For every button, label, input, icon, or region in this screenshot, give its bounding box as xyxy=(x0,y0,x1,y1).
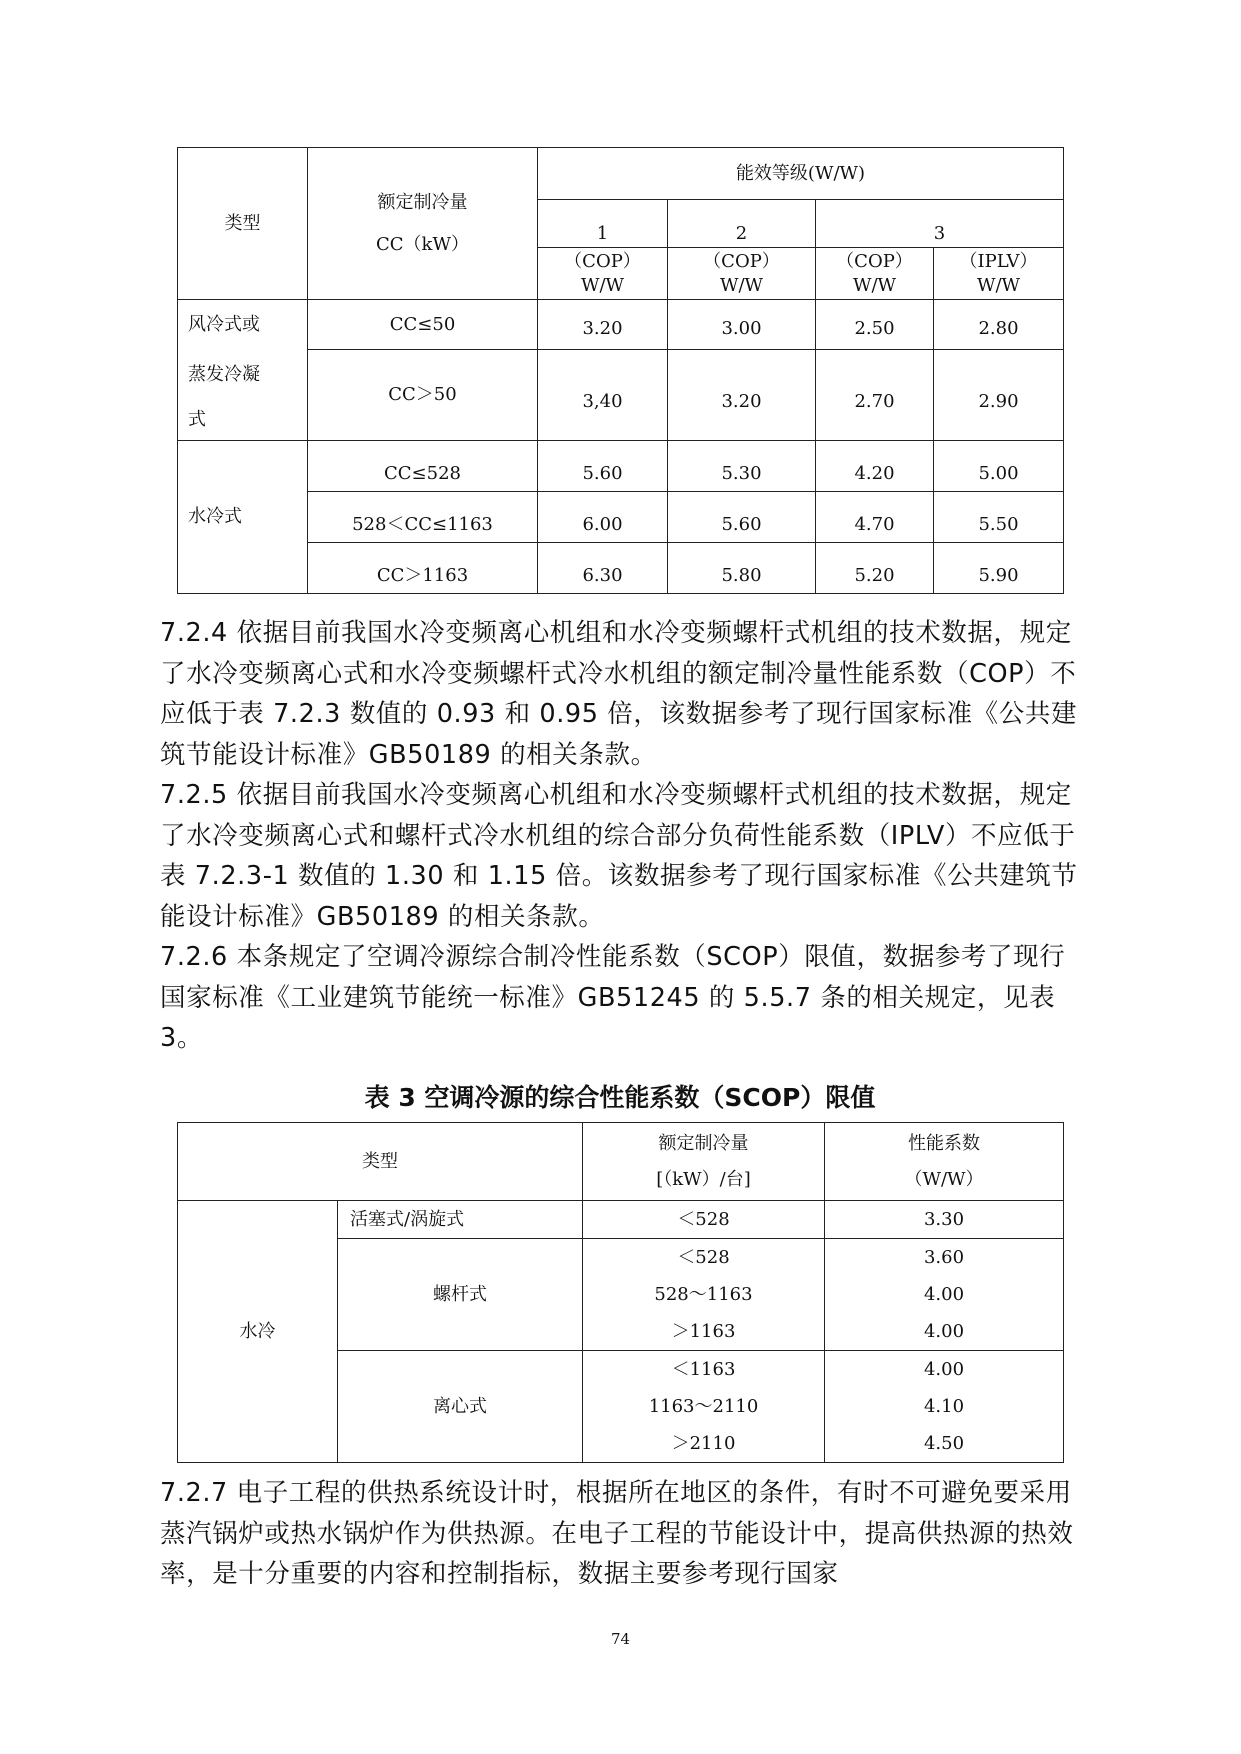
header-coefficient-label: 性能系数 xyxy=(908,1132,980,1154)
value-cell: 5.50 xyxy=(934,492,1064,543)
table-row xyxy=(178,492,1064,543)
header-type: 类型 xyxy=(178,148,308,300)
header-capacity-label: 额定制冷量 xyxy=(377,191,468,213)
iplv-label: （IPLV） xyxy=(959,250,1038,272)
value-cell: 3.20 xyxy=(668,350,816,441)
capacity-cell: ＜528 xyxy=(583,1201,825,1239)
capacity-cell: CC≤50 xyxy=(308,300,538,350)
value-cell: 5.80 xyxy=(668,543,816,594)
type-piston-scroll: 活塞式/涡旋式 xyxy=(338,1201,583,1239)
capacity-range: ＞2110 xyxy=(671,1433,736,1454)
capacity-cell: CC＞50 xyxy=(308,350,538,441)
value-cell: 2.90 xyxy=(934,350,1064,441)
value-cell: 4.20 xyxy=(816,441,934,492)
value-cell: 5.20 xyxy=(816,543,934,594)
table-row xyxy=(178,441,1064,492)
value-cell: 5.60 xyxy=(668,492,816,543)
paragraph-7-2-5: 7.2.5 依据目前我国水冷变频离心机组和水冷变频螺杆式机组的技术数据，规定了水冷变频离心式和螺杆式冷水机组的综合部分负荷性能系数（IPLV）不应低于表 7.2.3-1 数值的 1.30 和 1.15 倍。该数据参考了现行国家标准《公共建筑节能设计标准》GB50189 的相关条款。 xyxy=(160,780,1078,932)
coefficient-value: 4.00 xyxy=(923,1284,965,1305)
header-cop-2 xyxy=(668,248,816,300)
value-cell: 2.70 xyxy=(816,350,934,441)
header-grade-3: 3 xyxy=(816,200,1064,248)
table-row xyxy=(178,300,1064,350)
type-air-cooled xyxy=(178,300,308,441)
cop-label: （COP） xyxy=(836,250,913,272)
type-screw: 螺杆式 xyxy=(338,1239,583,1351)
type-water-cooled: 水冷式 xyxy=(178,441,308,594)
value-cell: 3.30 xyxy=(825,1201,1064,1239)
capacity-range: ＜1163 xyxy=(671,1359,736,1380)
unit-label: W/W xyxy=(852,274,897,296)
header-cop-3 xyxy=(816,248,934,300)
value-cell: 5.30 xyxy=(668,441,816,492)
value-cell: 3.20 xyxy=(538,300,668,350)
header-grade-2: 2 xyxy=(668,200,816,248)
header-capacity xyxy=(583,1123,825,1201)
value-cell: 2.80 xyxy=(934,300,1064,350)
header-coefficient xyxy=(825,1123,1064,1201)
type-line: 式 xyxy=(188,409,206,430)
paragraph-7-2-6: 7.2.6 本条规定了空调冷源综合制冷性能系数（SCOP）限值，数据参考了现行国家标准《工业建筑节能统一标准》GB51245 的 5.5.7 条的相关规定，见表 3。 xyxy=(160,942,1066,1053)
header-capacity-unit: [（kW）/台] xyxy=(656,1168,751,1190)
table-row xyxy=(178,350,1064,441)
cop-label: （COP） xyxy=(564,250,641,272)
paragraph-7-2-7: 7.2.7 电子工程的供热系统设计时，根据所在地区的条件，有时不可避免要采用蒸汽锅炉或热水锅炉作为供热源。在电子工程的节能设计中，提高供热源的热效率，是十分重要的内容和控制指标，数据主要参考现行国家 xyxy=(160,1478,1074,1589)
capacity-cell: 528＜CC≤1163 xyxy=(308,492,538,543)
page-number: 74 xyxy=(610,1630,631,1648)
coefficient-value: 4.00 xyxy=(923,1359,965,1380)
type-centrifugal: 离心式 xyxy=(338,1351,583,1463)
type-line: 风冷式或 xyxy=(188,314,260,335)
table-row xyxy=(178,543,1064,594)
value-cell: 6.30 xyxy=(538,543,668,594)
paragraph-7-2-4: 7.2.4 依据目前我国水冷变频离心机组和水冷变频螺杆式机组的技术数据，规定了水冷变频离心式和水冷变频螺杆式冷水机组的额定制冷量性能系数（COP）不应低于表 7.2.3 数值的 0.93 和 0.95 倍，该数据参考了现行国家标准《公共建筑节能设计标准》GB50189 的相关条款。 xyxy=(160,618,1078,770)
value-cell xyxy=(825,1351,1064,1463)
capacity-cell xyxy=(583,1351,825,1463)
capacity-range: ＞1163 xyxy=(671,1321,736,1342)
table3-caption: 表 3 空调冷源的综合性能系数（SCOP）限值 xyxy=(364,1083,876,1112)
value-cell: 4.70 xyxy=(816,492,934,543)
value-cell: 6.00 xyxy=(538,492,668,543)
header-type: 类型 xyxy=(178,1123,583,1201)
coefficient-value: 4.10 xyxy=(923,1396,965,1417)
value-cell: 3.00 xyxy=(668,300,816,350)
header-grade-title: 能效等级(W/W) xyxy=(538,148,1064,200)
header-iplv-3 xyxy=(934,248,1064,300)
header-capacity xyxy=(308,148,538,300)
table-row xyxy=(178,1201,1064,1239)
type-line: 蒸发冷凝 xyxy=(188,364,260,385)
header-capacity-label: 额定制冷量 xyxy=(658,1132,749,1154)
cop-label: （COP） xyxy=(703,250,780,272)
capacity-cell xyxy=(583,1239,825,1351)
value-cell: 2.50 xyxy=(816,300,934,350)
scop-limit-table xyxy=(177,1122,1064,1463)
header-grade-1: 1 xyxy=(538,200,668,248)
capacity-cell: CC≤528 xyxy=(308,441,538,492)
header-coefficient-unit: （W/W） xyxy=(904,1168,984,1190)
value-cell xyxy=(825,1239,1064,1351)
capacity-range: 528～1163 xyxy=(654,1284,753,1305)
coefficient-value: 4.00 xyxy=(923,1321,965,1342)
coefficient-value: 3.60 xyxy=(923,1247,965,1268)
coefficient-value: 4.50 xyxy=(923,1433,965,1454)
unit-label: W/W xyxy=(580,274,625,296)
value-cell: 5.90 xyxy=(934,543,1064,594)
capacity-cell: CC＞1163 xyxy=(308,543,538,594)
header-cop-1 xyxy=(538,248,668,300)
value-cell: 5.00 xyxy=(934,441,1064,492)
unit-label: W/W xyxy=(719,274,764,296)
unit-label: W/W xyxy=(976,274,1021,296)
header-capacity-unit: CC（kW） xyxy=(376,233,469,255)
category-water-cooled: 水冷 xyxy=(178,1201,338,1463)
capacity-range: ＜528 xyxy=(677,1247,730,1268)
capacity-range: 1163～2110 xyxy=(648,1396,759,1417)
cop-grade-table xyxy=(177,147,1064,594)
value-cell: 3,40 xyxy=(538,350,668,441)
value-cell: 5.60 xyxy=(538,441,668,492)
